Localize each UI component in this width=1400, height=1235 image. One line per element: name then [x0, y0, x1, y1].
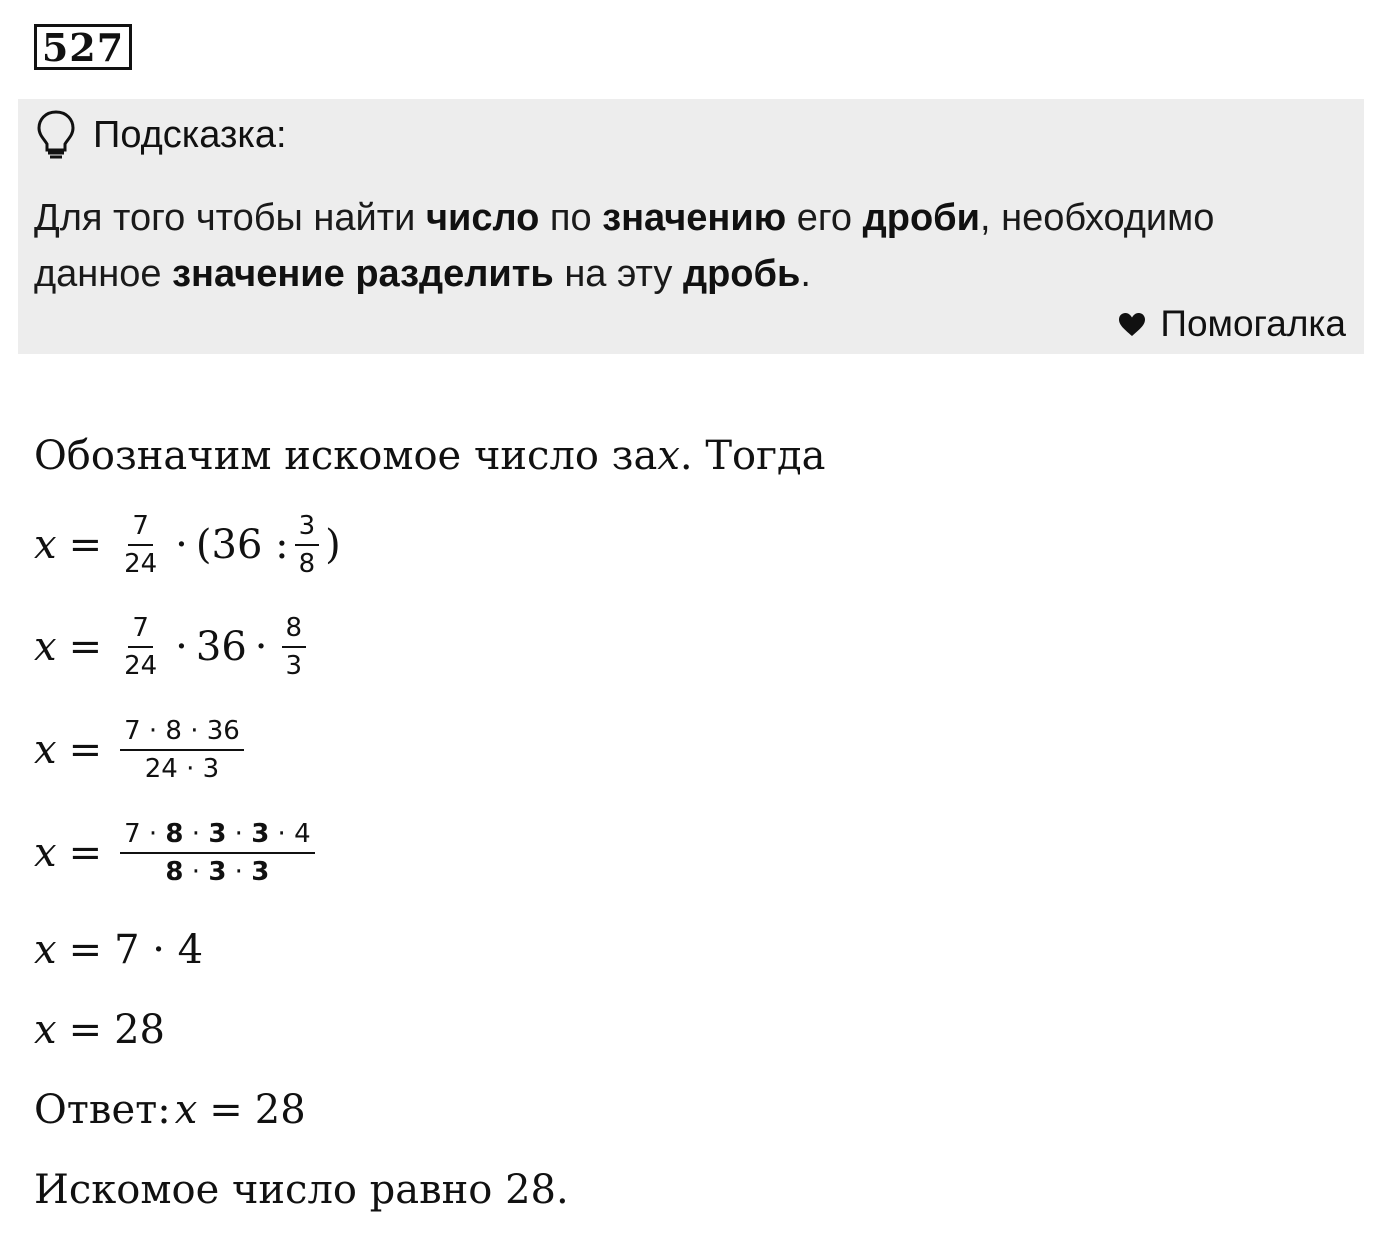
numerator: 7 — [128, 511, 153, 546]
equals-sign: = — [68, 830, 103, 876]
step-1 — [34, 511, 341, 579]
numerator — [120, 819, 315, 854]
numerator-segment: 7 · — [124, 819, 166, 849]
hint-line-2 — [34, 246, 1324, 302]
paren-close: ) — [325, 522, 341, 568]
step-4 — [34, 819, 321, 887]
intro-line — [34, 433, 826, 479]
denominator: 24 · 3 — [144, 754, 220, 784]
conclusion-line — [34, 1167, 569, 1213]
var-x: x — [34, 1007, 57, 1053]
denominator-segment: · — [183, 857, 209, 887]
equals-sign: = — [68, 624, 103, 670]
intro-tail: . Тогда — [679, 433, 826, 479]
heart-icon — [1118, 312, 1146, 337]
step-5 — [34, 927, 203, 973]
numerator-bold-segment: 8 — [165, 819, 184, 849]
hint-line-1 — [34, 190, 1324, 246]
step-6 — [34, 1007, 165, 1053]
denominator: 3 — [285, 651, 303, 681]
fraction — [120, 511, 161, 579]
var-x: x — [34, 727, 57, 773]
hint-text-segment: . — [800, 253, 811, 295]
denominator: 24 — [124, 651, 158, 681]
hint-text-bold-segment: значение разделить — [172, 253, 554, 295]
paren-open: (36 : — [195, 522, 289, 568]
numerator-bold-segment: 3 — [208, 819, 227, 849]
hint-title: Подсказка: — [93, 113, 287, 156]
hint-box — [18, 99, 1364, 354]
hint-text-bold-segment: значению — [602, 197, 787, 239]
numerator: 8 — [282, 613, 307, 648]
equals-sign: = — [68, 1007, 103, 1053]
numerator-segment: · — [226, 819, 252, 849]
equals-sign: = — [68, 927, 103, 973]
fraction — [120, 819, 315, 887]
numerator: 3 — [295, 511, 320, 546]
hint-text-segment: на эту — [553, 253, 683, 295]
multiply-dot: · — [175, 522, 188, 568]
number-36: 36 — [195, 624, 247, 670]
var-x: x — [34, 522, 57, 568]
denominator: 24 — [124, 549, 158, 579]
var-x: x — [174, 1087, 198, 1133]
multiply-dot: · — [254, 624, 268, 670]
denominator-segment: · — [226, 857, 252, 887]
denominator — [161, 854, 273, 887]
numerator: 7 — [128, 613, 153, 648]
numerator-bold-segment: 3 — [251, 819, 270, 849]
hint-text-segment: , необходимо — [980, 197, 1215, 239]
hint-text — [34, 190, 1324, 302]
intro-var: x — [657, 433, 680, 479]
numerator-segment: · 4 — [269, 819, 311, 849]
numerator: 7 · 8 · 36 — [120, 716, 244, 751]
step-3 — [34, 716, 250, 784]
hint-text-bold-segment: число — [425, 197, 540, 239]
credit — [1118, 303, 1346, 345]
var-x: x — [34, 624, 57, 670]
answer-value: 28 — [254, 1087, 306, 1133]
equals-sign: = — [68, 522, 103, 568]
hint-text-bold-segment: дроби — [862, 197, 980, 239]
step-2 — [34, 613, 312, 681]
result: 28 — [114, 1007, 165, 1053]
fraction — [120, 716, 244, 784]
hint-text-segment: данное — [34, 253, 173, 295]
hint-text-bold-segment: дробь — [682, 253, 801, 295]
hint-header — [35, 109, 287, 161]
fraction — [120, 613, 161, 681]
lightbulb-icon — [35, 109, 77, 161]
credit-text: Помогалка — [1160, 303, 1346, 344]
answer-label: Ответ: — [34, 1087, 171, 1133]
multiply-dot: · — [175, 624, 188, 670]
product: 7 · 4 — [114, 927, 204, 973]
hint-text-segment: его — [786, 197, 863, 239]
numerator-segment: · — [183, 819, 209, 849]
denominator-bold-segment: 3 — [208, 857, 227, 887]
answer-line — [34, 1087, 306, 1133]
intro-text: Обозначим искомое число за — [34, 433, 658, 479]
fraction — [282, 613, 307, 681]
denominator-bold-segment: 3 — [251, 857, 270, 887]
denominator-bold-segment: 8 — [165, 857, 184, 887]
equals-sign: = — [68, 727, 103, 773]
fraction — [295, 511, 320, 579]
hint-text-segment: по — [539, 197, 603, 239]
var-x: x — [34, 830, 57, 876]
equals-sign: = — [209, 1087, 243, 1133]
denominator: 8 — [298, 549, 316, 579]
var-x: x — [34, 927, 57, 973]
conclusion-text: Искомое число равно 28. — [34, 1167, 569, 1213]
hint-text-segment: Для того чтобы найти — [34, 197, 426, 239]
problem-number: 527 — [34, 24, 132, 70]
